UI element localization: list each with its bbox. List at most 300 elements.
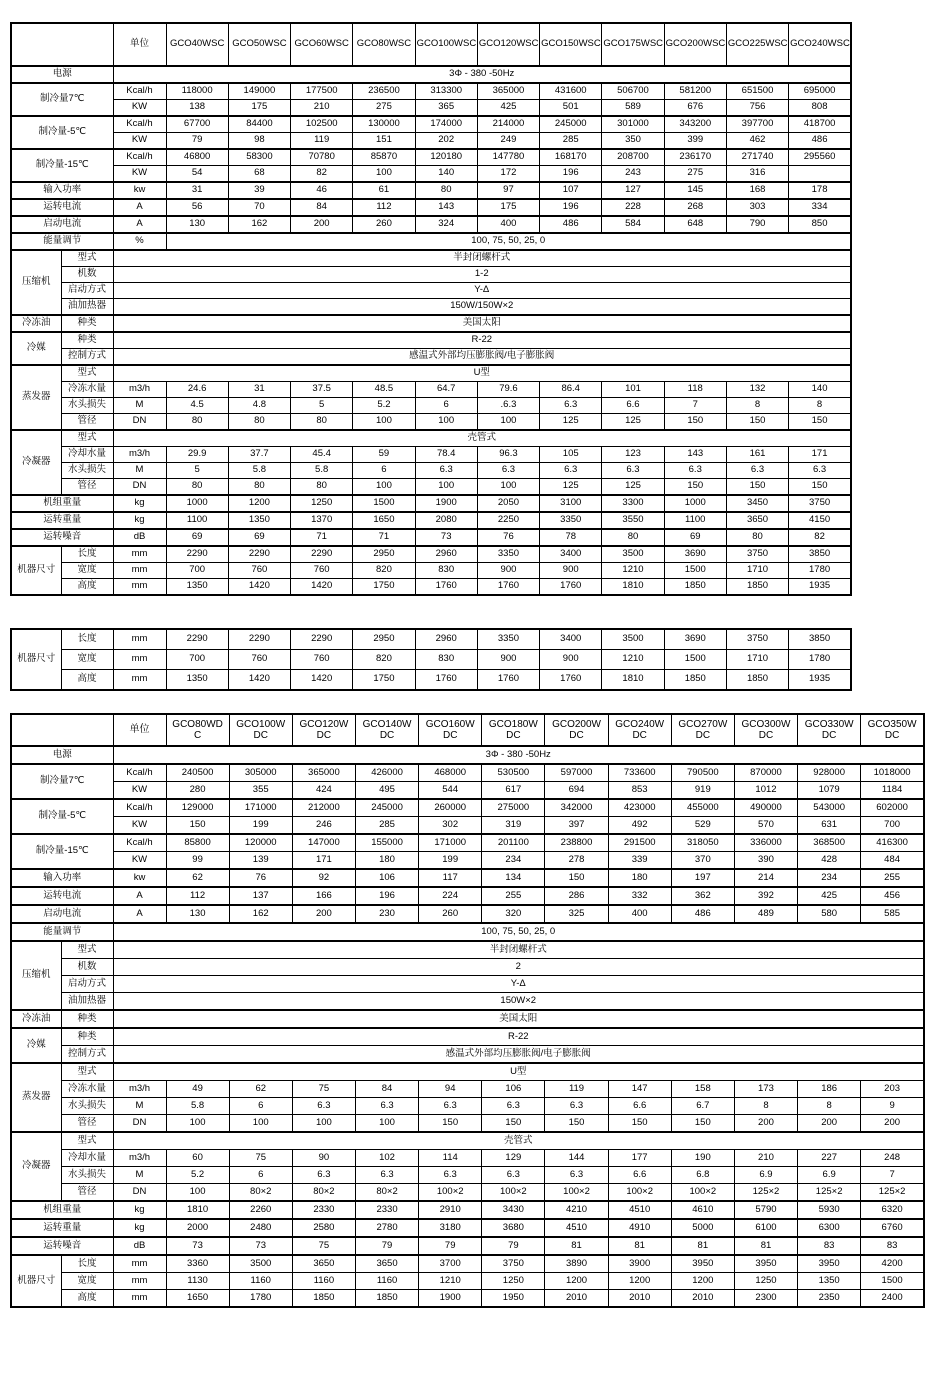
row-label: 运转电流	[11, 199, 113, 216]
value-cell: 484	[861, 852, 924, 870]
value-cell: 1100	[166, 512, 228, 529]
table-row	[11, 100, 851, 117]
model-header: GCO225WSC	[726, 23, 788, 66]
value-cell: 60	[166, 1150, 229, 1167]
value-cell: 1000	[664, 495, 726, 512]
value-cell: 174000	[415, 116, 477, 133]
value-cell: 200	[798, 1115, 861, 1133]
value-cell: 76	[477, 529, 539, 546]
table-row	[11, 817, 924, 835]
table-row	[11, 1098, 924, 1115]
value-cell: 585	[861, 905, 924, 923]
value-cell: 175	[228, 100, 290, 117]
table-row	[11, 267, 851, 283]
row-label: 机组重量	[11, 1201, 113, 1219]
value-cell: 130	[166, 905, 229, 923]
group-label: 机器尺寸	[11, 546, 61, 595]
value-cell: 2010	[545, 1290, 608, 1308]
table-row	[11, 299, 851, 316]
value-cell: 101	[602, 382, 664, 398]
table-row	[11, 746, 924, 764]
value-cell: 125	[602, 414, 664, 431]
value-cell: 200	[292, 905, 355, 923]
value-cell: 243	[602, 166, 664, 183]
unit-cell: DN	[113, 1115, 166, 1133]
value-cell: 756	[726, 100, 788, 117]
value-cell: 180	[608, 869, 671, 887]
value-cell: 132	[726, 382, 788, 398]
value-cell: 3900	[608, 1255, 671, 1273]
value-cell: 424	[292, 782, 355, 800]
row-label: 高度	[61, 670, 113, 691]
row-label: 冷冻水量	[61, 1081, 113, 1098]
value-cell: 1420	[228, 579, 290, 596]
unit-cell: KW	[113, 782, 166, 800]
table-row	[11, 782, 924, 800]
table-row	[11, 382, 851, 398]
row-label: 种类	[61, 1028, 113, 1046]
value-cell: 139	[229, 852, 292, 870]
table-row	[11, 869, 924, 887]
value-cell: 3850	[789, 546, 851, 563]
value-cell: 240500	[166, 764, 229, 782]
value-cell: 92	[292, 869, 355, 887]
unit-cell: m3/h	[113, 447, 166, 463]
value-cell: 268	[664, 199, 726, 216]
value-cell: 82	[291, 166, 353, 183]
value-cell: 1710	[726, 650, 788, 670]
value-cell: 760	[291, 650, 353, 670]
model-header: GCO120WDC	[292, 714, 355, 746]
value-cell: 1500	[861, 1273, 924, 1290]
value-cell: 106	[355, 869, 418, 887]
value-cell: 495	[355, 782, 418, 800]
value-cell: 123	[602, 447, 664, 463]
model-header: GCO100WDC	[229, 714, 292, 746]
value-cell: 365000	[477, 83, 539, 100]
value-cell: 71	[353, 529, 415, 546]
row-label: 型式	[61, 1063, 113, 1081]
value-cell: 1810	[166, 1201, 229, 1219]
value-cell: 2290	[228, 629, 290, 650]
group-label: 机器尺寸	[11, 1255, 61, 1307]
row-label: 管径	[61, 1184, 113, 1202]
value-cell: 79	[355, 1237, 418, 1255]
table-row	[11, 512, 851, 529]
value-cell: 2010	[671, 1290, 734, 1308]
value-cell: 760	[228, 650, 290, 670]
value-cell: 431600	[540, 83, 602, 100]
merged-value-cell: U型	[113, 365, 851, 382]
value-cell: 6.3	[292, 1167, 355, 1184]
value-cell: 228	[602, 199, 664, 216]
value-cell: 118000	[166, 83, 228, 100]
group-label: 制冷量-5℃	[11, 116, 113, 149]
value-cell: 790	[726, 216, 788, 233]
value-cell: 808	[789, 100, 851, 117]
value-cell: 3950	[671, 1255, 734, 1273]
unit-cell: kg	[113, 495, 166, 512]
value-cell: 2950	[353, 546, 415, 563]
value-cell: 6.9	[798, 1167, 861, 1184]
value-cell: 4210	[545, 1201, 608, 1219]
value-cell: 100	[166, 1184, 229, 1202]
value-cell: 82	[789, 529, 851, 546]
value-cell: 100×2	[671, 1184, 734, 1202]
value-cell: 6.7	[671, 1098, 734, 1115]
value-cell: 1900	[419, 1290, 482, 1308]
value-cell: 2580	[292, 1219, 355, 1237]
merged-value-cell: 3Φ - 380 -50Hz	[113, 746, 924, 764]
value-cell: 150	[482, 1115, 545, 1133]
value-cell: 227	[798, 1150, 861, 1167]
value-cell: 80	[291, 414, 353, 431]
value-cell: 125	[540, 479, 602, 496]
value-cell: 5000	[671, 1219, 734, 1237]
value-cell: 196	[540, 199, 602, 216]
model-header: GCO270WDC	[671, 714, 734, 746]
value-cell: 2960	[415, 629, 477, 650]
table-row	[11, 993, 924, 1011]
value-cell: 79	[166, 133, 228, 150]
unit-cell: kw	[113, 869, 166, 887]
value-cell: 700	[166, 650, 228, 670]
row-label: 运转重量	[11, 512, 113, 529]
value-cell: 2250	[477, 512, 539, 529]
table-row	[11, 83, 851, 100]
value-cell: 1350	[798, 1273, 861, 1290]
value-cell: 6	[229, 1098, 292, 1115]
value-cell: 694	[545, 782, 608, 800]
value-cell: 98	[228, 133, 290, 150]
value-cell: 2290	[228, 546, 290, 563]
value-cell: 100	[353, 166, 415, 183]
model-header: GCO50WSC	[228, 23, 290, 66]
value-cell: 695000	[789, 83, 851, 100]
group-label: 蒸发器	[11, 1063, 61, 1132]
group-label: 冷凝器	[11, 430, 61, 495]
value-cell: 214000	[477, 116, 539, 133]
row-label: 长度	[61, 1255, 113, 1273]
model-header: GCO350WDC	[861, 714, 924, 746]
unit-cell: kw	[113, 182, 166, 199]
value-cell: 150	[671, 1115, 734, 1133]
value-cell: 1935	[789, 579, 851, 596]
group-label: 制冷量7℃	[11, 764, 113, 799]
table-row	[11, 852, 924, 870]
value-cell: 1950	[482, 1290, 545, 1308]
value-cell: 224	[419, 887, 482, 905]
group-label: 冷冻油	[11, 1010, 61, 1028]
row-label: 长度	[61, 546, 113, 563]
value-cell: 1130	[166, 1273, 229, 1290]
value-cell: 285	[355, 817, 418, 835]
table-row	[11, 283, 851, 299]
value-cell: 3430	[482, 1201, 545, 1219]
value-cell: 29.9	[166, 447, 228, 463]
value-cell: 196	[355, 887, 418, 905]
value-cell: 100×2	[545, 1184, 608, 1202]
row-label: 型式	[61, 941, 113, 959]
table-row	[11, 1290, 924, 1308]
value-cell: 5	[166, 463, 228, 479]
value-cell: 5.8	[291, 463, 353, 479]
value-cell: 80	[291, 479, 353, 496]
value-cell: 1420	[291, 670, 353, 691]
value-cell: 506700	[602, 83, 664, 100]
table-row	[11, 149, 851, 166]
value-cell: 8	[726, 398, 788, 414]
value-cell: 71	[291, 529, 353, 546]
value-cell: 1350	[228, 512, 290, 529]
value-cell: 79	[419, 1237, 482, 1255]
value-cell: 125×2	[734, 1184, 797, 1202]
value-cell: 80×2	[229, 1184, 292, 1202]
value-cell: 234	[482, 852, 545, 870]
group-label: 制冷量7℃	[11, 83, 113, 116]
value-cell: 102500	[291, 116, 353, 133]
value-cell: 1184	[861, 782, 924, 800]
value-cell: 99	[166, 852, 229, 870]
value-cell: 80	[166, 414, 228, 431]
value-cell: 489	[734, 905, 797, 923]
value-cell: 6.6	[608, 1167, 671, 1184]
model-header: GCO140WDC	[355, 714, 418, 746]
value-cell: 67700	[166, 116, 228, 133]
value-cell: 2050	[477, 495, 539, 512]
value-cell: 1210	[602, 563, 664, 579]
value-cell: 370	[671, 852, 734, 870]
value-cell: 200	[861, 1115, 924, 1133]
value-cell: 325	[545, 905, 608, 923]
value-cell: 648	[664, 216, 726, 233]
value-cell: 107	[540, 182, 602, 199]
value-cell: 2330	[292, 1201, 355, 1219]
value-cell: 1760	[415, 670, 477, 691]
value-cell: 54	[166, 166, 228, 183]
value-cell: 6.6	[608, 1098, 671, 1115]
merged-value-cell: R-22	[113, 332, 851, 349]
value-cell: 81	[671, 1237, 734, 1255]
unit-cell: m3/h	[113, 1150, 166, 1167]
row-label: 管径	[61, 414, 113, 431]
group-label: 制冷量-15℃	[11, 834, 113, 869]
table-row	[11, 1010, 924, 1028]
value-cell: 570	[734, 817, 797, 835]
table-row	[11, 166, 851, 183]
value-cell: 171000	[419, 834, 482, 852]
value-cell: 5790	[734, 1201, 797, 1219]
unit-cell: kg	[113, 1201, 166, 1219]
value-cell: 1370	[291, 512, 353, 529]
value-cell: 177500	[291, 83, 353, 100]
value-cell: 150	[726, 479, 788, 496]
value-cell: 143	[664, 447, 726, 463]
value-cell: 919	[671, 782, 734, 800]
row-label: 机数	[61, 267, 113, 283]
value-cell: 90	[292, 1150, 355, 1167]
value-cell: 6.3	[482, 1167, 545, 1184]
value-cell: 212000	[292, 799, 355, 817]
value-cell: 2010	[608, 1290, 671, 1308]
value-cell: 3360	[166, 1255, 229, 1273]
value-cell: 1780	[789, 650, 851, 670]
unit-cell: mm	[113, 650, 166, 670]
value-cell: 1200	[671, 1273, 734, 1290]
value-cell: 83	[861, 1237, 924, 1255]
value-cell: 544	[419, 782, 482, 800]
value-cell: 200	[734, 1115, 797, 1133]
model-header: GCO175WSC	[602, 23, 664, 66]
value-cell: 2300	[734, 1290, 797, 1308]
value-cell: 6.3	[602, 463, 664, 479]
value-cell: 1210	[419, 1273, 482, 1290]
value-cell: 617	[482, 782, 545, 800]
unit-cell: M	[113, 398, 166, 414]
row-label: 电源	[11, 66, 113, 83]
table-row	[11, 905, 924, 923]
table-row	[11, 1063, 924, 1081]
value-cell: 313300	[415, 83, 477, 100]
value-cell: 1850	[726, 670, 788, 691]
model-header: GCO150WSC	[540, 23, 602, 66]
value-cell: 255	[861, 869, 924, 887]
table-row	[11, 923, 924, 941]
table-row	[11, 941, 924, 959]
value-cell: 86.4	[540, 382, 602, 398]
unit-cell: KW	[113, 817, 166, 835]
value-cell: 291500	[608, 834, 671, 852]
value-cell: 1160	[292, 1273, 355, 1290]
table-row	[11, 495, 851, 512]
value-cell: 246	[292, 817, 355, 835]
value-cell: 900	[477, 650, 539, 670]
table-row	[11, 1237, 924, 1255]
value-cell: 278	[545, 852, 608, 870]
value-cell: 230	[355, 905, 418, 923]
value-cell: 73	[166, 1237, 229, 1255]
table-row	[11, 349, 851, 366]
table-row	[11, 1046, 924, 1064]
unit-cell: DN	[113, 1184, 166, 1202]
value-cell: 365000	[292, 764, 355, 782]
value-cell: 928000	[798, 764, 861, 782]
spec-table-wdc	[10, 713, 925, 1308]
value-cell: 6.8	[671, 1167, 734, 1184]
row-label: 运转电流	[11, 887, 113, 905]
value-cell: 80	[602, 529, 664, 546]
value-cell: 5.2	[166, 1167, 229, 1184]
value-cell: 140	[789, 382, 851, 398]
value-cell: 1210	[602, 650, 664, 670]
row-label: 水头损失	[61, 1167, 113, 1184]
value-cell: 100	[415, 479, 477, 496]
table-row	[11, 1132, 924, 1150]
value-cell: 1850	[292, 1290, 355, 1308]
table-row	[11, 1028, 924, 1046]
table-row	[11, 398, 851, 414]
merged-value-cell: 壳管式	[113, 1132, 924, 1150]
value-cell: 2350	[798, 1290, 861, 1308]
value-cell: 1200	[608, 1273, 671, 1290]
value-cell: 580	[798, 905, 861, 923]
table-row	[11, 414, 851, 431]
unit-cell: Kcal/h	[113, 834, 166, 852]
value-cell: 3750	[789, 495, 851, 512]
value-cell: 399	[664, 133, 726, 150]
unit-cell: kg	[113, 1219, 166, 1237]
unit-cell: Kcal/h	[113, 116, 166, 133]
row-label: 启动电流	[11, 905, 113, 923]
table-row	[11, 182, 851, 199]
unit-cell: M	[113, 463, 166, 479]
value-cell: 416300	[861, 834, 924, 852]
value-cell: 4510	[545, 1219, 608, 1237]
value-cell: 1012	[734, 782, 797, 800]
value-cell: 343200	[664, 116, 726, 133]
value-cell: 492	[608, 817, 671, 835]
value-cell: 171000	[229, 799, 292, 817]
dimensions-table	[10, 628, 852, 691]
value-cell: 5.8	[228, 463, 290, 479]
value-cell: 245000	[355, 799, 418, 817]
value-cell: 75	[292, 1081, 355, 1098]
unit-cell: mm	[113, 546, 166, 563]
value-cell: 760	[291, 563, 353, 579]
value-cell: 150	[789, 414, 851, 431]
value-cell: 150	[545, 869, 608, 887]
row-label: 运转重量	[11, 1219, 113, 1237]
value-cell: 85800	[166, 834, 229, 852]
value-cell: 275	[353, 100, 415, 117]
unit-header: 单位	[113, 23, 166, 66]
value-cell: 8	[798, 1098, 861, 1115]
value-cell: 350	[602, 133, 664, 150]
value-cell: 400	[477, 216, 539, 233]
merged-value-cell: Y-Δ	[113, 283, 851, 299]
value-cell: 100×2	[482, 1184, 545, 1202]
group-label: 机器尺寸	[11, 629, 61, 690]
value-cell: 1350	[166, 670, 228, 691]
model-header: GCO120WSC	[477, 23, 539, 66]
merged-value-cell: 美国太阳	[113, 315, 851, 332]
value-cell: 69	[664, 529, 726, 546]
value-cell: 80	[228, 414, 290, 431]
row-label: 能量调节	[11, 233, 113, 250]
value-cell: 2290	[291, 629, 353, 650]
value-cell: 49	[166, 1081, 229, 1098]
value-cell: 59	[353, 447, 415, 463]
value-cell: 85870	[353, 149, 415, 166]
table-row	[11, 430, 851, 447]
value-cell: 196	[540, 166, 602, 183]
value-cell: 6.3	[292, 1098, 355, 1115]
value-cell: 320	[482, 905, 545, 923]
header-row	[11, 23, 851, 66]
value-cell: 581200	[664, 83, 726, 100]
model-header: GCO240WSC	[789, 23, 851, 66]
value-cell: 462	[726, 133, 788, 150]
value-cell: 130000	[353, 116, 415, 133]
table-row	[11, 546, 851, 563]
unit-cell: mm	[113, 629, 166, 650]
value-cell: 6.3	[540, 398, 602, 414]
model-header: GCO60WSC	[291, 23, 353, 66]
value-cell: 455000	[671, 799, 734, 817]
value-cell: 426000	[355, 764, 418, 782]
value-cell: 418700	[789, 116, 851, 133]
row-label: 宽度	[61, 1273, 113, 1290]
